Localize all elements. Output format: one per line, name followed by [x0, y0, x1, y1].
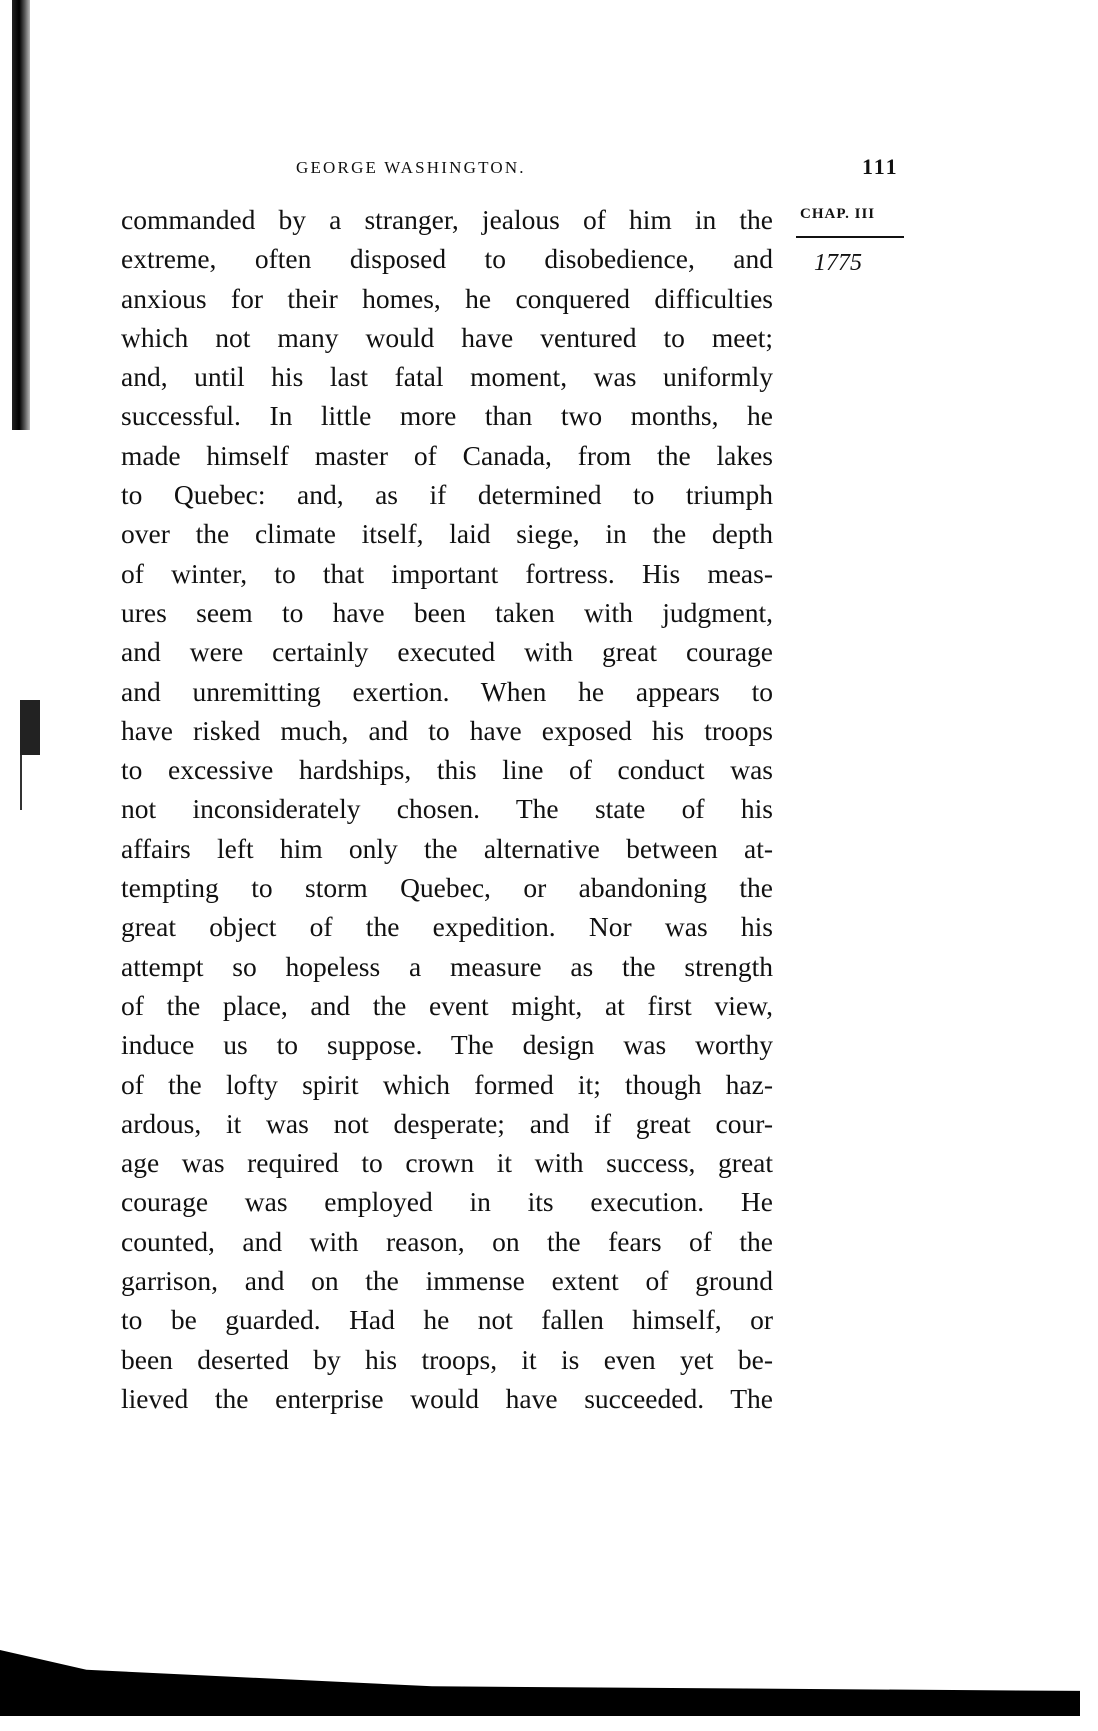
text-line-content: and, until his last fatal moment, was uniformly [121, 361, 773, 393]
scan-artifact [20, 755, 22, 810]
text-line [121, 1300, 773, 1339]
text-line [121, 986, 773, 1025]
text-line-content: to be guarded. Had he not fallen himself, or [121, 1304, 773, 1336]
scan-artifact [20, 700, 40, 755]
text-line-content: been deserted by his troops, it is even yet be- [121, 1343, 773, 1375]
text-line [121, 475, 773, 514]
margin-chapter: CHAP. III [800, 206, 876, 222]
text-line [121, 279, 773, 318]
text-line [121, 868, 773, 907]
text-line [121, 1261, 773, 1300]
text-line [121, 1222, 773, 1261]
page-number: 111 [862, 154, 899, 179]
text-line-content: commanded by a stranger, jealous of him in the [121, 204, 773, 235]
text-line-content: and unremitting exertion. When he appears to [121, 675, 773, 707]
text-line-content: age was required to crown it with success, great [121, 1147, 773, 1179]
text-line [121, 907, 773, 946]
text-line-content: garrison, and on the immense extent of ground [121, 1265, 773, 1297]
text-line-content: ardous, it was not desperate; and if great cour- [121, 1107, 773, 1139]
text-line-content: induce us to suppose. The design was worthy [121, 1029, 773, 1061]
text-line [121, 436, 773, 475]
text-line [121, 750, 773, 789]
text-line-content: extreme, often disposed to disobedience, and [121, 243, 773, 275]
text-line [121, 1340, 773, 1379]
text-line [121, 514, 773, 553]
text-line [121, 239, 773, 278]
text-line-content: which not many would have ventured to meet; [121, 321, 773, 353]
text-line [121, 711, 773, 750]
text-line-content: to Quebec: and, as if determined to triumph [121, 479, 773, 511]
text-line [121, 1025, 773, 1064]
text-line [121, 947, 773, 986]
text-line-content: counted, and with reason, on the fears of the [121, 1225, 773, 1257]
text-line [121, 829, 773, 868]
text-line [121, 632, 773, 671]
text-line [121, 396, 773, 435]
text-line-content: of the lofty spirit which formed it; though haz- [121, 1068, 773, 1100]
text-line-content: anxious for their homes, he conquered difficulties [121, 282, 773, 314]
text-line [121, 554, 773, 593]
text-line [121, 1182, 773, 1221]
text-line-content: of winter, to that important fortress. His meas- [121, 557, 773, 589]
text-line-content: and were certainly executed with great courage [121, 636, 773, 668]
text-line-content: have risked much, and to have exposed his troops [121, 714, 773, 746]
text-line [121, 200, 773, 239]
body-text [121, 200, 773, 1418]
text-line-content: ures seem to have been taken with judgment, [121, 596, 773, 628]
text-line-content: lieved the enterprise would have succeeded. The [121, 1382, 773, 1414]
text-line-content: over the climate itself, laid siege, in the depth [121, 518, 773, 550]
text-line-content: not inconsiderately chosen. The state of his [121, 793, 773, 825]
text-line-content: successful. In little more than two months, he [121, 400, 773, 432]
running-title: GEORGE WASHINGTON. [296, 158, 526, 177]
text-line-content: to excessive hardships, this line of conduct was [121, 754, 773, 786]
text-line-content: great object of the expedition. Nor was his [121, 911, 773, 943]
text-line [121, 1104, 773, 1143]
scan-bottom-edge [0, 1650, 1080, 1716]
text-line [121, 357, 773, 396]
text-line [121, 1143, 773, 1182]
text-line-content: tempting to storm Quebec, or abandoning the [121, 872, 773, 904]
text-line-content: affairs left him only the alternative between at- [121, 832, 773, 864]
text-line [121, 789, 773, 828]
text-line [121, 1065, 773, 1104]
text-line [121, 1379, 773, 1418]
margin-year: 1775 [814, 250, 862, 276]
margin-rule [796, 236, 904, 238]
text-line [121, 593, 773, 632]
text-line-content: courage was employed in its execution. He [121, 1186, 773, 1218]
text-line [121, 672, 773, 711]
binding-shadow [12, 0, 30, 430]
text-line [121, 318, 773, 357]
text-line-content: of the place, and the event might, at first view, [121, 989, 773, 1021]
text-line-content: attempt so hopeless a measure as the strength [121, 950, 773, 982]
text-line-content: made himself master of Canada, from the lakes [121, 439, 773, 471]
